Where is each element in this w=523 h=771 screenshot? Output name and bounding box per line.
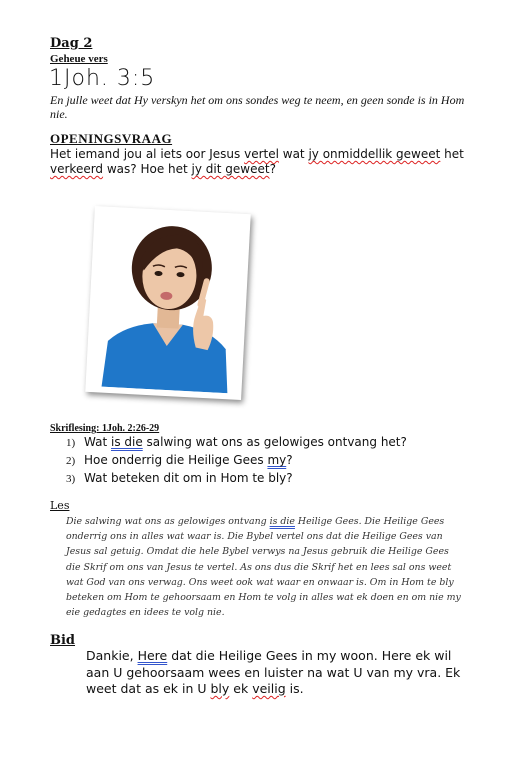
text-run: ? <box>269 162 276 176</box>
spell-flag-word: veilig <box>252 681 286 696</box>
spell-flag-word: jy onmiddellik geweet <box>308 147 441 161</box>
text-run: het <box>440 147 464 161</box>
text-run: Heilige Gees. Die Heilige Gees onderrig ons in alles wat waar is. Die Bybel vertel ons dat die Heilige Gees van Jesus sal getuig. Omdat die hele Bybel verwys na Jesus gebruik die Heilige Gees die Skrif om ons van Jesus te vertel. As ons dus die Skrif het en lees sal ons weet wat God van ons verwag. Ons weet ook wat waar en onwaar is. Om in Hom te bly beteken om Hom te gehoorsaam en Hom te volg in alles wat ek doen en om nie my eie gedagtes en idees te volg nie. <box>66 516 461 619</box>
spell-flag-word: verkeerd <box>50 162 104 176</box>
question-number: 3) <box>66 473 76 485</box>
spell-flag-word: bly <box>210 681 230 696</box>
memory-verse-label: Geheue vers <box>50 53 108 65</box>
grammar-flag-word: Here <box>137 648 168 663</box>
text-run: Hoe onderrig die Heilige Gees <box>84 453 268 467</box>
opening-question-title: OPENINGSVRAAG <box>50 131 173 146</box>
question-text <box>84 453 293 467</box>
text-run: Dankie, <box>86 648 138 663</box>
question-number: 1) <box>66 437 76 449</box>
text-run: wat <box>278 147 309 161</box>
memory-verse-text: En julle weet dat Hy verskyn het om ons sondes weg te neem, en geen sonde is in Hom nie. <box>50 93 465 121</box>
prayer-text <box>86 648 466 698</box>
lesson-text <box>66 514 464 620</box>
question-text <box>84 471 293 485</box>
question-item <box>66 471 407 489</box>
lesson-title: Les <box>50 499 70 512</box>
scripture-reading-label: Skriflesing: 1Joh. 2:26-29 <box>50 423 160 434</box>
text-run: was? Hoe het <box>103 162 192 176</box>
day-heading: Dag 2 <box>50 36 93 51</box>
photo-illustration <box>92 212 245 393</box>
grammar-flag-word: my <box>267 453 287 467</box>
question-list <box>66 435 407 489</box>
spell-flag-word: jy dit geweet <box>191 162 270 176</box>
spell-flag-word: vertel <box>244 147 279 161</box>
text-run: is. <box>285 681 304 696</box>
text-run: ? <box>286 453 293 467</box>
text-run: Wat <box>84 435 111 449</box>
text-run: dat die Heilige Gees in my woon. Here ek wil aan U gehoorsaam wees en luister na wat U van my vra. Ek weet dat as ek in U <box>86 648 461 696</box>
text-run: ek <box>229 681 253 696</box>
text-run: Wat beteken dit om in Hom te bly? <box>84 471 293 485</box>
grammar-flag-word: is die <box>110 435 143 449</box>
woman-thinking-photo <box>85 206 251 400</box>
question-number: 2) <box>66 455 76 467</box>
question-item <box>66 435 407 453</box>
prayer-title: Bid <box>50 633 76 648</box>
text-run: Het iemand jou al iets oor Jesus <box>50 147 245 161</box>
text-run: Die salwing wat ons as gelowiges ontvang <box>66 516 270 527</box>
text-run: salwing wat ons as gelowiges ontvang het? <box>142 435 407 449</box>
question-item <box>66 453 407 471</box>
memory-verse-reference: 1Joh. 3:5 <box>49 66 156 91</box>
grammar-flag-word: is die <box>269 516 295 527</box>
opening-question-text <box>50 147 490 177</box>
question-text <box>84 435 407 449</box>
